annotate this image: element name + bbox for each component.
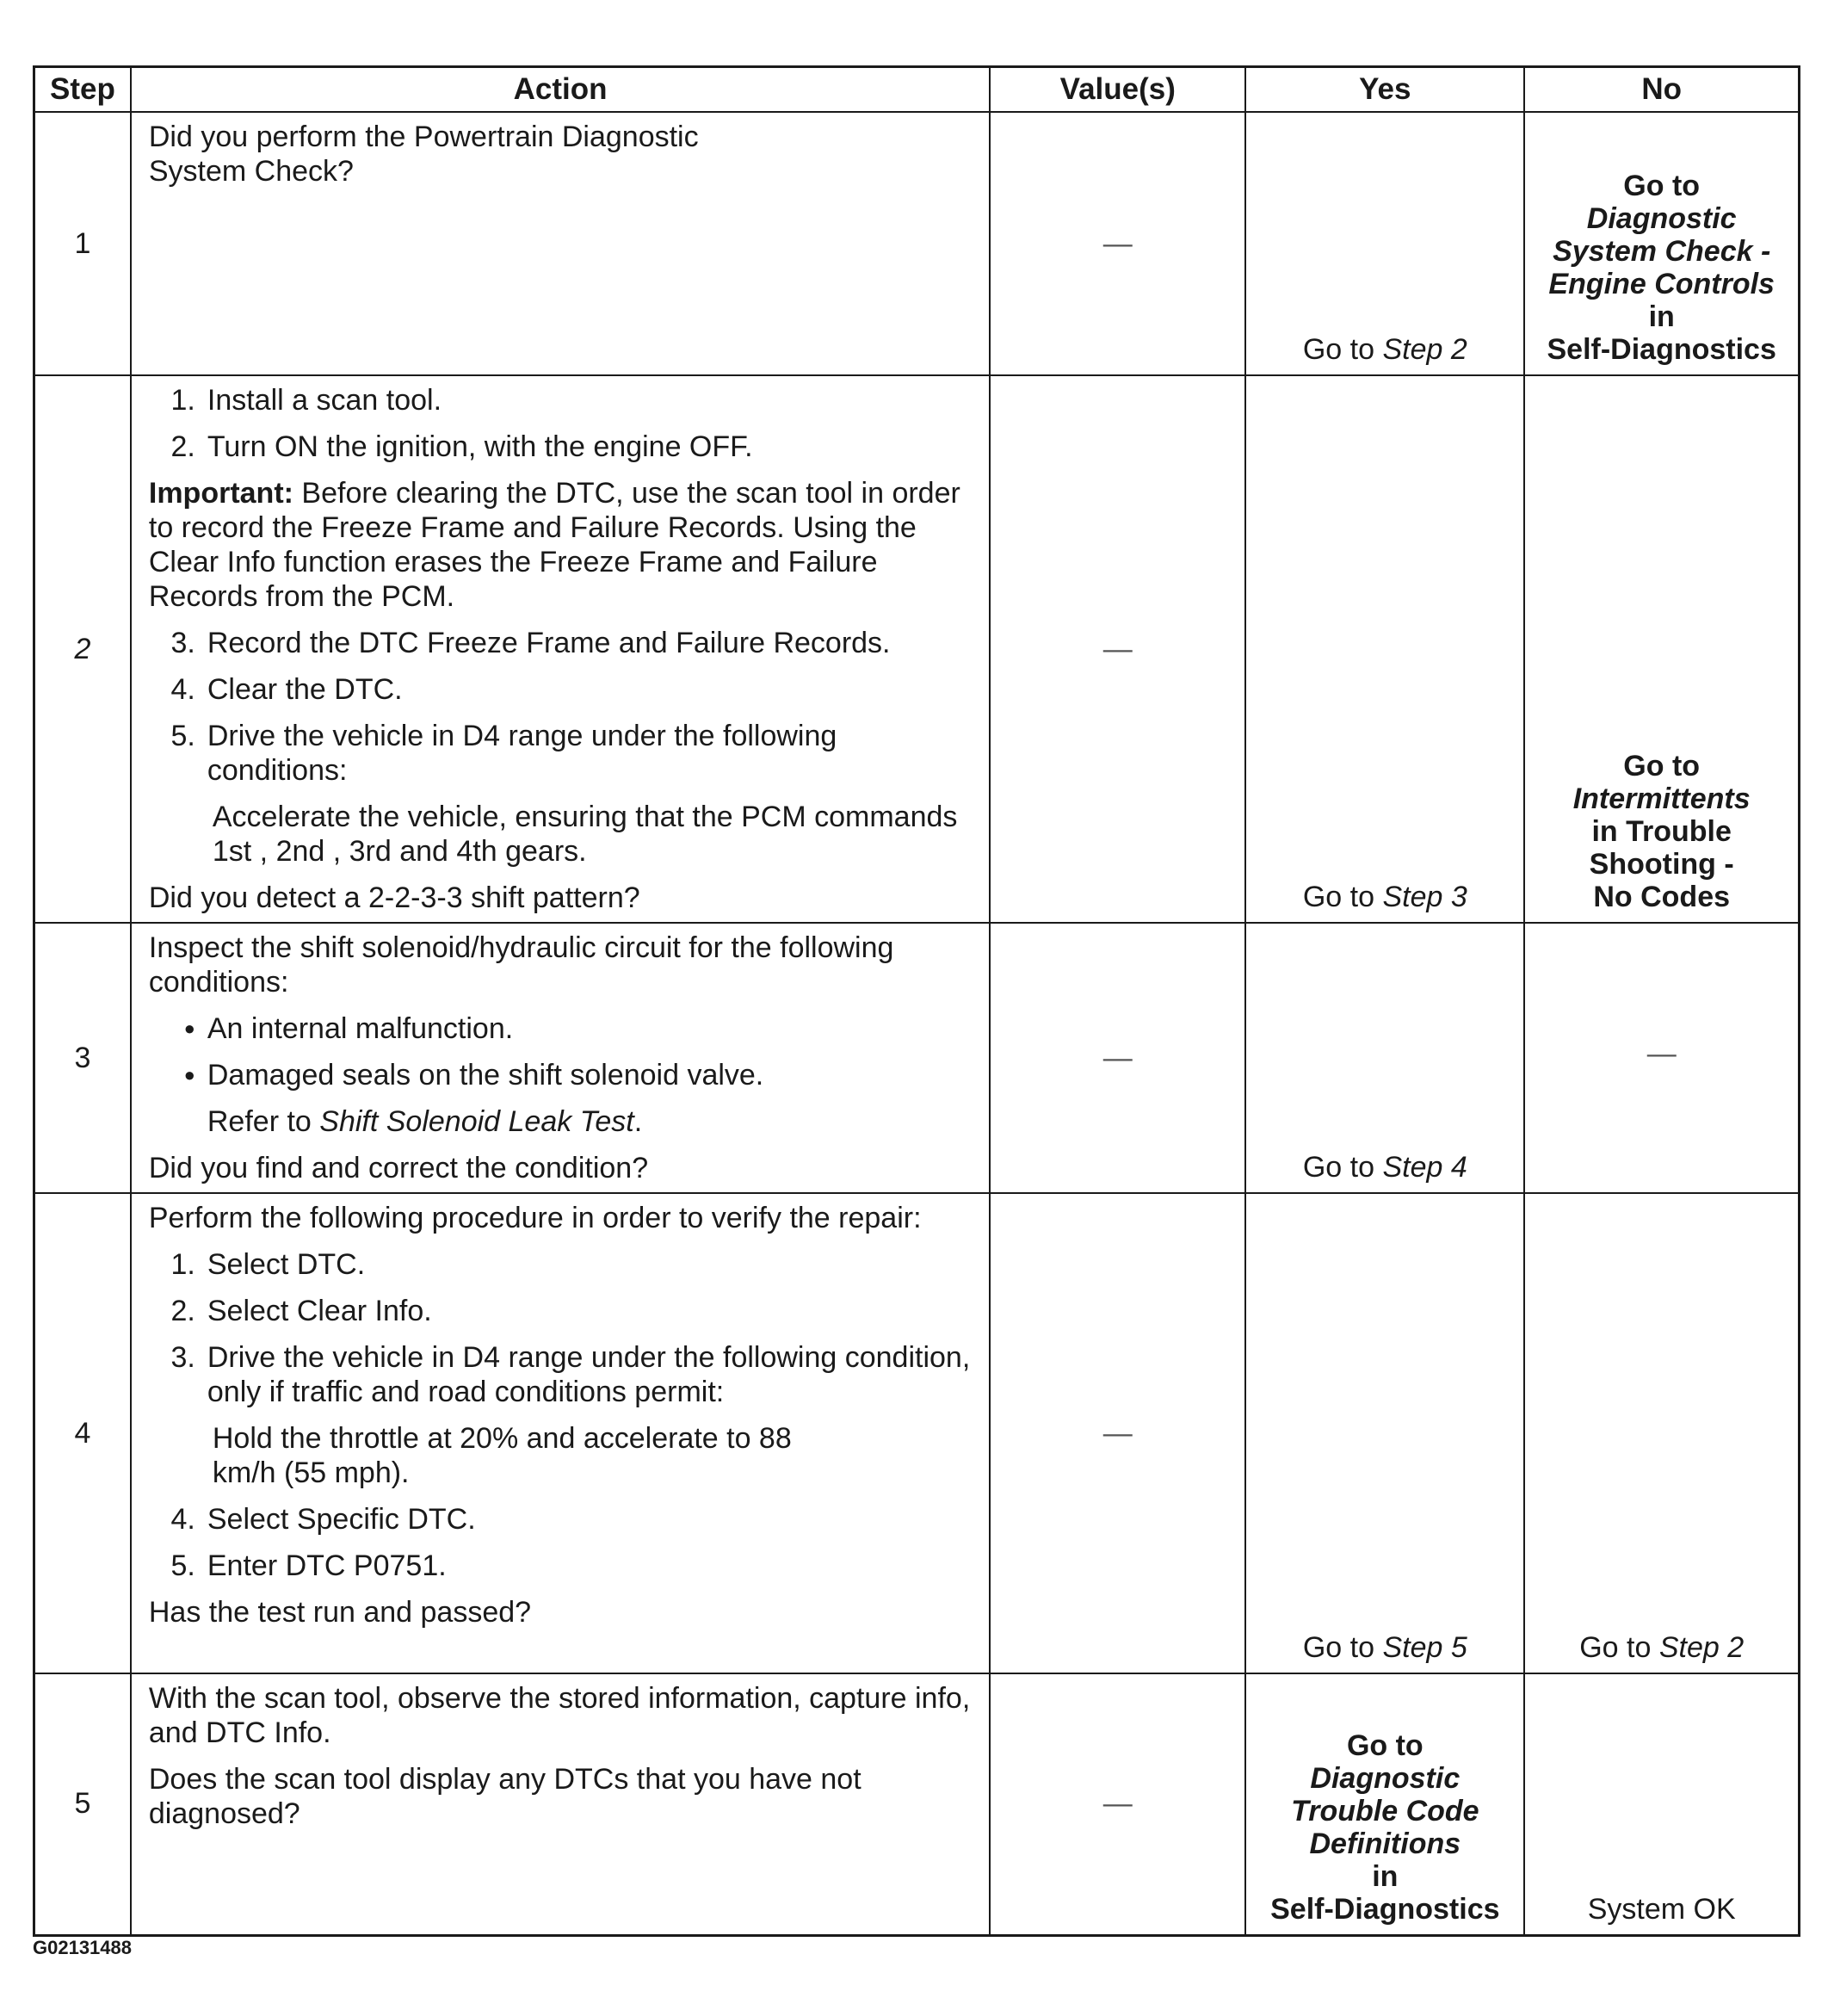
item-number: 3. [170,1341,195,1374]
sub-condition: Hold the throttle at 20% and accelerate to 88 km/h (55 mph). [212,1422,792,1489]
item-text: Drive the vehicle in D4 range under the following conditions: [207,720,837,787]
yes-prefix: Go to [1302,1631,1383,1664]
action-cell [131,1193,990,1673]
no-cell [1524,112,1799,375]
action-question: Has the test run and passed? [148,1596,532,1629]
list-item [149,719,973,788]
item-text: An internal malfunction. [207,1012,514,1045]
action-intro: Perform the following procedure in order to verify the repair: [148,1202,922,1234]
yes-prefix: Go to [1302,333,1383,366]
header-row [34,67,1800,113]
item-text: Clear the DTC. [207,673,403,706]
important-label: Important: [148,477,293,510]
list-item [149,383,973,417]
item-text: Record the DTC Freeze Frame and Failure Records. [207,627,891,659]
important-text: Before clearing the DTC, use the scan tool in order to record the Freeze Frame and Failure Records. Using the Clear Info function erases the Freeze Frame and Failure Records from the PCM. [148,477,960,613]
list-item [149,1340,973,1409]
item-number: 3. [170,627,195,659]
action-question: Did you detect a 2-2-3-3 shift pattern? [148,881,640,914]
yes-cell [1245,1673,1524,1935]
step-number: 4 [34,1193,131,1673]
yes-in: in [1372,1859,1399,1893]
step-number: 2 [34,375,131,923]
action-intro: Inspect the shift solenoid/hydraulic circuit for the following conditions: [148,931,894,999]
list-item [149,1011,973,1046]
yes-link[interactable]: Diagnostic Trouble Code Definitions [1291,1761,1479,1860]
no-cell: System OK [1524,1673,1799,1935]
item-number: 5. [170,1549,195,1582]
no-prefix: Go to [1579,1631,1659,1664]
value-cell: — [990,923,1245,1193]
list-item [149,1549,973,1583]
important-note [149,476,973,614]
header-yes: Yes [1245,67,1524,113]
no-cell: — [1524,923,1799,1193]
item-number: 1. [170,384,195,417]
list-item [149,430,973,464]
no-section: in Trouble Shooting - No Codes [1589,815,1734,913]
item-number: 5. [170,720,195,752]
value-cell: — [990,1673,1245,1935]
list-item [149,1247,973,1282]
item-number: 2. [170,430,195,463]
list-item [149,626,973,660]
reference-suffix: . [633,1105,643,1138]
list-item [149,672,973,707]
value-cell: — [990,375,1245,923]
step-number: 3 [34,923,131,1193]
yes-cell [1245,923,1524,1193]
item-text: Enter DTC P0751. [207,1549,447,1582]
header-no: No [1524,67,1799,113]
yes-step-link[interactable]: Step 2 [1382,333,1467,366]
header-values: Value(s) [990,67,1245,113]
item-text: Select Clear Info. [207,1295,432,1327]
no-step-link[interactable]: Step 2 [1658,1631,1745,1664]
header-step: Step [34,67,131,113]
yes-cell [1245,375,1524,923]
bullet-icon: ● [183,1064,195,1085]
yes-cell [1245,112,1524,375]
action-intro: With the scan tool, observe the stored information, capture info, and DTC Info. [148,1682,971,1749]
yes-prefix: Go to [1302,1151,1383,1184]
item-text: Install a scan tool. [207,384,442,417]
table-row-step-1 [34,112,1800,375]
no-section: Self-Diagnostics [1547,333,1776,366]
action-cell [131,923,990,1193]
no-in: in [1648,300,1675,333]
no-link[interactable]: Intermittents [1572,782,1751,815]
table-row-step-4 [34,1193,1800,1673]
sub-condition: Accelerate the vehicle, ensuring that the PCM commands 1st , 2nd , 3rd and 4th gears. [212,801,958,868]
table-row-step-3 [34,923,1800,1193]
step-number: 1 [34,112,131,375]
item-number: 2. [170,1295,195,1327]
no-goto: Go to [1623,170,1701,202]
item-text: Damaged seals on the shift solenoid valve. [207,1059,764,1091]
yes-step-link[interactable]: Step 3 [1382,881,1467,913]
list-item [149,1058,973,1092]
yes-step-link[interactable]: Step 5 [1382,1631,1467,1664]
item-number: 1. [170,1248,195,1281]
item-text: Select Specific DTC. [207,1503,476,1536]
action-cell [131,112,990,375]
no-cell [1524,375,1799,923]
item-text: Turn ON the ignition, with the engine OFF. [207,430,753,463]
yes-step-link[interactable]: Step 4 [1382,1151,1467,1184]
list-item [149,1502,973,1537]
yes-prefix: Go to [1302,881,1383,913]
action-cell [131,375,990,923]
no-goto: Go to [1623,750,1701,782]
item-text: Drive the vehicle in D4 range under the following condition, only if traffic and road conditions permit: [207,1341,971,1408]
value-cell: — [990,1193,1245,1673]
action-question: Did you perform the Powertrain Diagnostic System Check? [148,121,699,188]
yes-cell [1245,1193,1524,1673]
reference-link[interactable]: Shift Solenoid Leak Test [319,1105,634,1138]
diagnostic-table [33,65,1800,1937]
action-question: Did you find and correct the condition? [148,1152,649,1184]
bullet-icon: ● [183,1017,195,1039]
list-item [149,1294,973,1328]
yes-goto: Go to [1346,1728,1423,1762]
reference-prefix: Refer to [207,1105,320,1138]
action-question: Does the scan tool display any DTCs that you have not diagnosed? [148,1763,862,1830]
yes-section: Self-Diagnostics [1270,1892,1500,1926]
no-link[interactable]: Diagnostic System Check - Engine Controls [1548,202,1775,300]
item-text: Select DTC. [207,1248,366,1281]
reference [207,1104,973,1139]
table-row-step-5 [34,1673,1800,1935]
table-row-step-2 [34,375,1800,923]
value-cell: — [990,112,1245,375]
step-number: 5 [34,1673,131,1935]
figure-code: G02131488 [33,1937,132,1958]
item-number: 4. [170,1503,195,1536]
header-action: Action [131,67,990,113]
action-cell [131,1673,990,1935]
no-cell [1524,1193,1799,1673]
item-number: 4. [170,673,195,706]
